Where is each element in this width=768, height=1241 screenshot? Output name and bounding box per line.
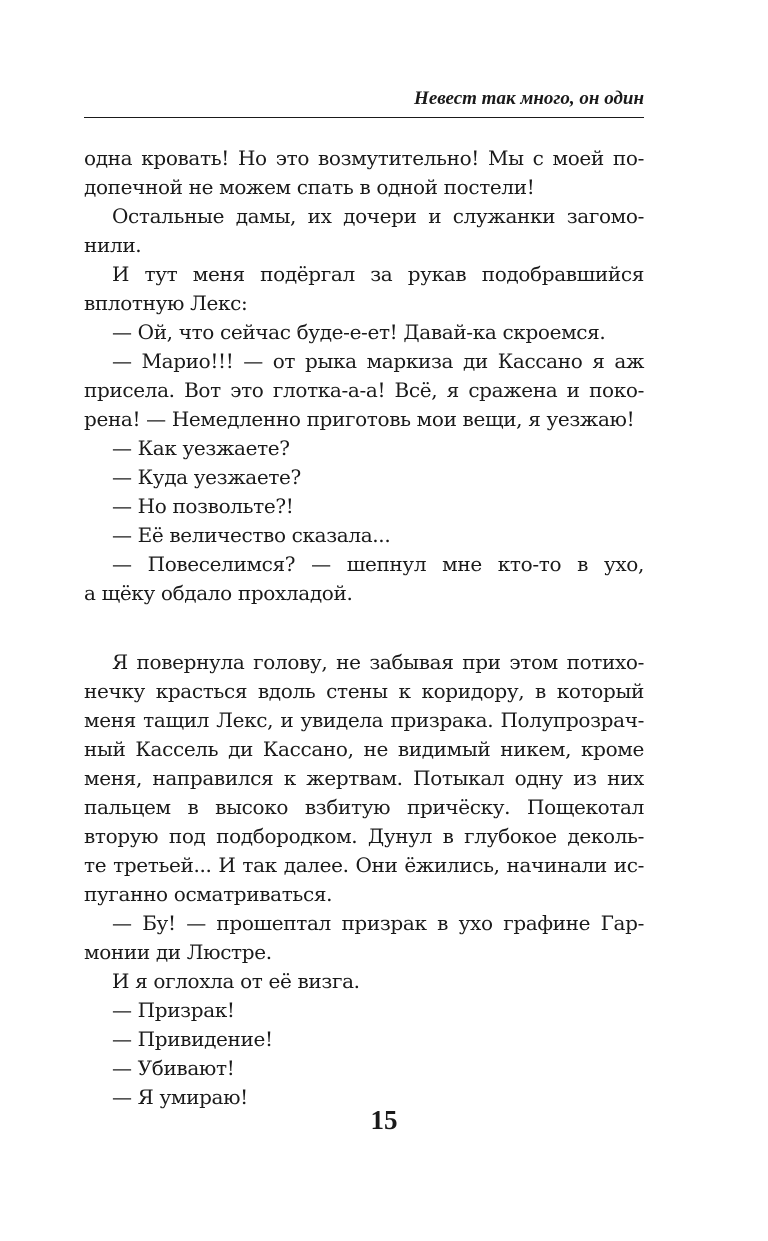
text-line: присела. Вот это глотка-а-а! Всё, я сражена и поко-: [84, 378, 644, 402]
text-line: — Убивают!: [112, 1056, 235, 1080]
page-number: 15: [370, 1105, 398, 1135]
text-line: — Куда уезжаете?: [112, 465, 301, 489]
text-line: И тут меня подёргал за рукав подобравшийся: [112, 262, 644, 286]
text-line: пуганно осматриваться.: [84, 882, 333, 906]
text-line: рена! — Немедленно приготовь мои вещи, я уезжаю!: [84, 407, 635, 431]
text-line: — Но позвольте?!: [112, 494, 294, 518]
text-line: ный Кассель ди Кассано, не видимый никем, кроме: [84, 737, 644, 761]
text-line: — Повеселимся? — шепнул мне кто-то в ухо,: [112, 552, 644, 576]
text-line: меня тащил Лекс, и увидела призрака. Полупрозрач-: [84, 708, 644, 732]
running-head-title: Невест так много, он один: [414, 88, 644, 109]
text-line: вторую под подбородком. Дунул в глубокое деколь-: [84, 824, 644, 848]
section-gap: [84, 608, 644, 648]
header-rule: [84, 117, 644, 118]
text-block-dialogue: [84, 144, 644, 608]
text-line: допечной не можем спать в одной постели!: [84, 175, 535, 199]
text-line: Остальные дамы, их дочери и служанки загомо-: [112, 204, 644, 228]
text-line: пальцем в высоко взбитую причёску. Пощекотал: [84, 795, 644, 819]
text-line: — Я умираю!: [112, 1085, 248, 1109]
text-line: а щёку обдало прохладой.: [84, 581, 353, 605]
text-line: — Как уезжаете?: [112, 436, 290, 460]
text-line: — Привидение!: [112, 1027, 273, 1051]
text-line: одна кровать! Но это возмутительно! Мы с моей по-: [84, 146, 644, 170]
text-line: нечку красться вдоль стены к коридору, в который: [84, 679, 644, 703]
text-line: нили.: [84, 233, 142, 257]
text-block-ghost-scene: [84, 648, 644, 1112]
text-line: — Марио!!! — от рыка маркиза ди Кассано я аж: [112, 349, 644, 373]
text-line: меня, направился к жертвам. Потыкал одну из них: [84, 766, 644, 790]
text-line: монии ди Люстре.: [84, 940, 272, 964]
text-line: — Бу! — прошептал призрак в ухо графине Гар-: [112, 911, 644, 935]
text-line: — Её величество сказала...: [112, 523, 391, 547]
text-line: Я повернула голову, не забывая при этом потихо-: [112, 650, 644, 674]
text-line: те третьей... И так далее. Они ёжились, начинали ис-: [84, 853, 644, 877]
text-line: — Призрак!: [112, 998, 235, 1022]
body-text: [84, 144, 644, 1112]
text-line: И я оглохла от её визга.: [112, 969, 360, 993]
text-line: — Ой, что сейчас буде-е-ет! Давай-ка скроемся.: [112, 320, 606, 344]
text-line: вплотную Лекс:: [84, 291, 248, 315]
